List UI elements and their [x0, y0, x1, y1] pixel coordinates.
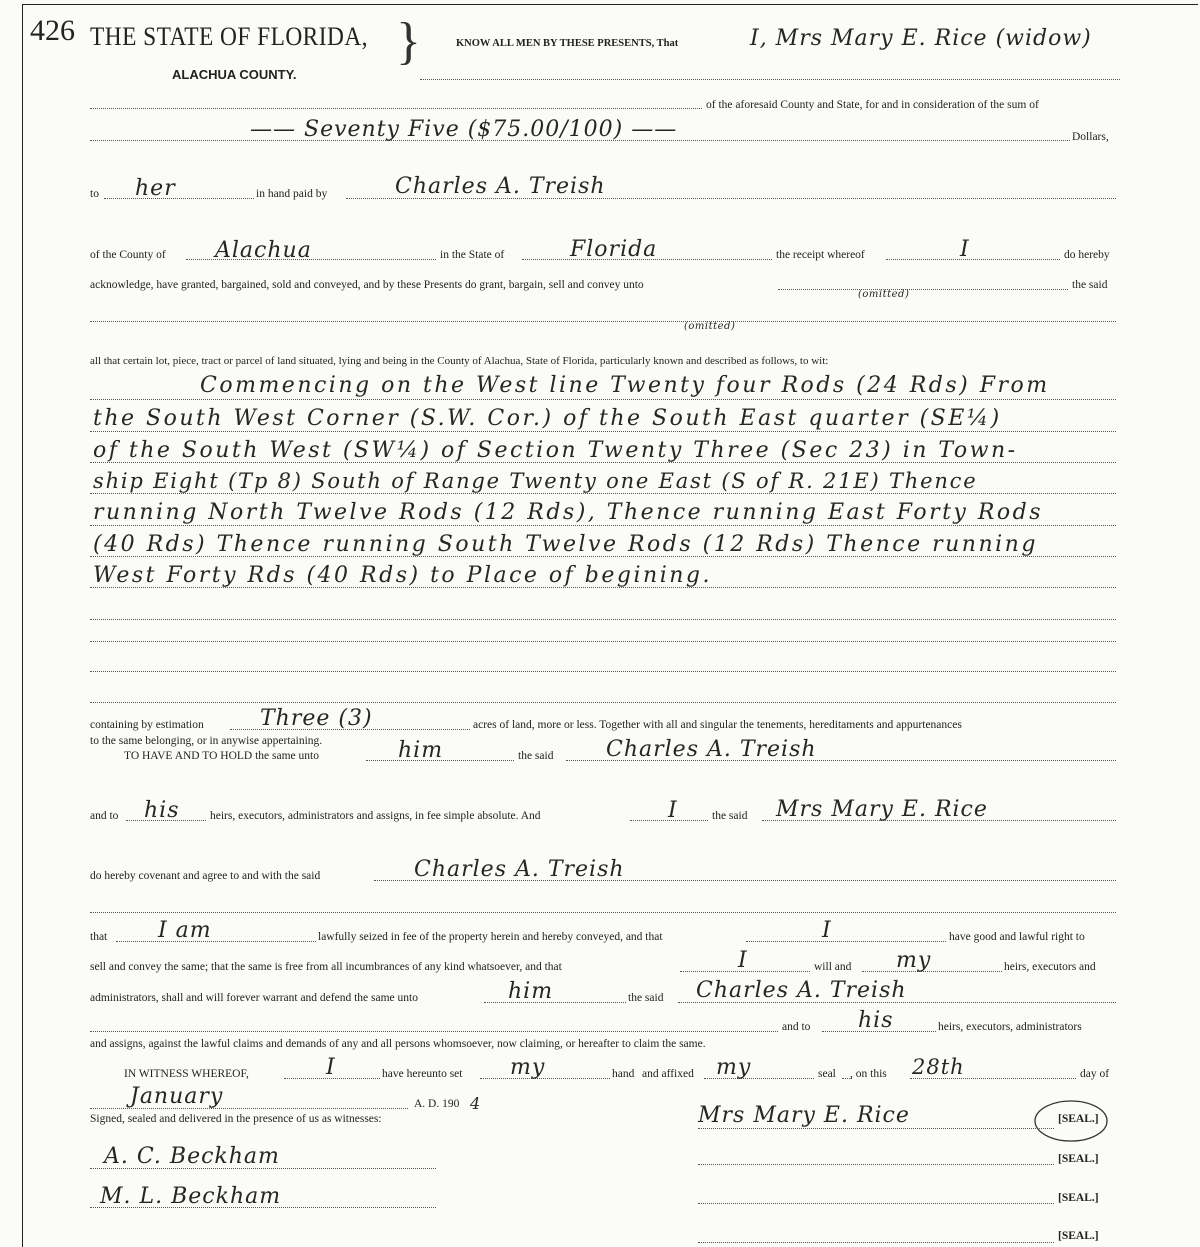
amount-handwritten: —— Seventy Five ($75.00/100) —— — [250, 117, 678, 142]
acres-handwritten: Three (3) — [260, 706, 373, 731]
and-to-label: and to — [782, 1021, 811, 1033]
right-text: have good and lawful right to — [949, 931, 1085, 943]
seal-label: [SEAL.] — [1058, 1192, 1099, 1204]
fill-line — [90, 619, 1116, 620]
omitted-note: (omitted) — [684, 321, 736, 332]
know-all-men-text: KNOW ALL MEN BY THESE PRESENTS, That — [456, 38, 679, 49]
grant-text: acknowledge, have granted, bargained, sold and conveyed, and by these Presents do grant, bargain, sell and convey unto — [90, 279, 644, 291]
covenant-text: do hereby covenant and agree to and with the said — [90, 870, 321, 882]
state-title: THE STATE OF FLORIDA, — [90, 22, 368, 51]
consideration-text: of the aforesaid County and State, for and in consideration of the sum of — [706, 99, 1039, 111]
in-witness-label: IN WITNESS WHEREOF, — [124, 1068, 249, 1080]
receipt-label: the receipt whereof — [776, 249, 865, 261]
fill-line — [90, 912, 1116, 913]
heirs-text: heirs, executors, administrators and assigns, in fee simple absolute. And — [210, 810, 541, 822]
land-description-line: ship Eight (Tp 8) South of Range Twenty one East (S of R. 21E) Thence — [93, 469, 978, 493]
land-description-line: West Forty Rds (40 Rds) to Place of begining. — [93, 563, 712, 588]
fill-line — [90, 1031, 778, 1032]
fill-line — [90, 399, 1116, 400]
fill-line — [698, 1128, 1054, 1129]
fill-line — [698, 1242, 1054, 1243]
unto-handwritten: him — [398, 738, 444, 763]
warrant-text: administrators, shall and will forever warrant and defend the same unto — [90, 992, 418, 1004]
seal-word-label: seal — [818, 1068, 836, 1080]
that-handwritten: I am — [158, 918, 212, 943]
heirs-text: heirs, executors, administrators — [938, 1021, 1082, 1033]
land-intro-text: all that certain lot, piece, tract or parcel of land situated, lying and being in the County of Alachua, State of Florida, particularly known and described as follows, to wit: — [90, 355, 829, 367]
covenant-grantee-handwritten: Charles A. Treish — [414, 857, 625, 882]
fill-line — [886, 259, 1060, 260]
hand-label: hand — [612, 1068, 635, 1080]
fill-line — [746, 941, 946, 942]
fill-line — [90, 556, 1116, 557]
fill-line — [90, 641, 1116, 642]
his-handwritten: his — [858, 1008, 894, 1033]
unto-handwritten: him — [508, 979, 554, 1004]
will-label: will and — [814, 961, 852, 973]
the-said-label: the said — [1072, 279, 1108, 291]
month-handwritten: January — [130, 1084, 224, 1109]
and-to-label: and to — [90, 810, 119, 822]
grantor-name-handwritten: I, Mrs Mary E. Rice (widow) — [750, 26, 1092, 51]
set-handwritten: my — [510, 1055, 546, 1080]
lawfully-text: lawfully seized in fee of the property herein and hereby conveyed, and that — [318, 931, 663, 943]
the-said-label: the said — [628, 992, 664, 1004]
day-handwritten: 28th — [912, 1055, 965, 1079]
fill-line — [90, 431, 1116, 432]
state-label: in the State of — [440, 249, 505, 261]
land-description-line: Commencing on the West line Twenty four Rods (24 Rds) From — [200, 373, 1050, 398]
witness-handwritten: I — [326, 1055, 336, 1080]
header-brace: } — [396, 13, 421, 70]
will-handwritten: I — [738, 948, 748, 973]
heirs-exec-text: heirs, executors and — [1004, 961, 1096, 973]
fill-line — [90, 321, 1116, 322]
containing-label: containing by estimation — [90, 719, 204, 731]
to-label: to — [90, 188, 99, 200]
acres-text: acres of land, more or less. Together with all and singular the tenements, hereditaments and appurtenances — [473, 719, 962, 731]
fill-line — [116, 941, 316, 942]
that-label: that — [90, 931, 108, 943]
his-handwritten: his — [144, 798, 180, 823]
county-handwritten: Alachua — [215, 238, 312, 263]
seal-label: [SEAL.] — [1058, 1153, 1099, 1165]
land-description-line: (40 Rds) Thence running South Twelve Rods (12 Rds) Thence running — [93, 532, 1038, 557]
fill-line — [420, 79, 1120, 80]
payer-handwritten: Charles A. Treish — [395, 174, 606, 199]
fill-line — [90, 462, 1116, 463]
hereby-label: do hereby — [1064, 249, 1110, 261]
grantee-handwritten: Charles A. Treish — [606, 737, 817, 762]
witness1-signature: A. C. Beckham — [104, 1144, 280, 1169]
fill-line — [90, 587, 1116, 588]
land-description-line: the South West Corner (S.W. Cor.) of the South East quarter (SE¼) — [93, 406, 1002, 431]
receipt-handwritten: I — [960, 237, 970, 262]
the-said-label: the said — [518, 750, 554, 762]
paid-by-label: in hand paid by — [256, 188, 328, 200]
grantor-handwritten: Mrs Mary E. Rice — [776, 797, 988, 822]
affixed-handwritten: my — [716, 1055, 752, 1080]
county-title: ALACHUA COUNTY. — [172, 67, 297, 82]
fill-line — [698, 1203, 1054, 1204]
and-that-handwritten: I — [822, 918, 832, 943]
my-handwritten: my — [896, 948, 932, 973]
to-handwritten: her — [135, 176, 176, 201]
fill-line — [90, 671, 1116, 672]
fill-line — [778, 289, 1068, 290]
fill-line — [862, 971, 1002, 972]
day-of-label: day of — [1080, 1068, 1110, 1080]
seal-label: [SEAL.] — [1058, 1113, 1099, 1125]
page-number: 426 — [30, 14, 75, 47]
dollars-label: Dollars, — [1072, 131, 1109, 143]
omitted-note: (omitted) — [858, 289, 910, 300]
fill-line — [90, 108, 702, 109]
on-this-label: , on this — [850, 1068, 887, 1080]
the-said-label: the said — [712, 810, 748, 822]
witness2-signature: M. L. Beckham — [100, 1184, 282, 1209]
and-handwritten: I — [668, 798, 678, 823]
ad-label: A. D. 190 — [414, 1098, 460, 1110]
grantee-handwritten: Charles A. Treish — [696, 978, 907, 1003]
state-handwritten: Florida — [570, 237, 658, 262]
land-description-line: running North Twelve Rods (12 Rds), Thence running East Forty Rods — [93, 500, 1044, 525]
signed-text: Signed, sealed and delivered in the presence of us as witnesses: — [90, 1113, 382, 1125]
fill-line — [90, 525, 1116, 526]
fill-line — [698, 1164, 1054, 1165]
document-left-border — [22, 4, 23, 1247]
affixed-label: and affixed — [642, 1068, 694, 1080]
hereunto-label: have hereunto set — [382, 1068, 463, 1080]
land-description-line: of the South West (SW¼) of Section Twenty Three (Sec 23) in Town- — [93, 438, 1018, 463]
fill-line — [90, 702, 1116, 703]
fill-line — [484, 1002, 626, 1003]
of-county-label: of the County of — [90, 249, 166, 261]
belonging-text: to the same belonging, or in anywise appertaining. — [90, 735, 323, 747]
document-top-border — [22, 4, 1198, 5]
sell-text: sell and convey the same; that the same is free from all incumbrances of any kind whatsoever, and that — [90, 961, 562, 973]
seal-label: [SEAL.] — [1058, 1230, 1099, 1242]
grantor-signature: Mrs Mary E. Rice — [698, 1103, 910, 1128]
year-digit-handwritten: 4 — [470, 1094, 482, 1113]
claims-text: and assigns, against the lawful claims and demands of any and all persons whomsoever, now claiming, or hereafter to claim the same. — [90, 1038, 706, 1050]
fill-line — [90, 493, 1116, 494]
to-have-label: TO HAVE AND TO HOLD the same unto — [124, 750, 319, 762]
fill-line — [104, 198, 254, 199]
